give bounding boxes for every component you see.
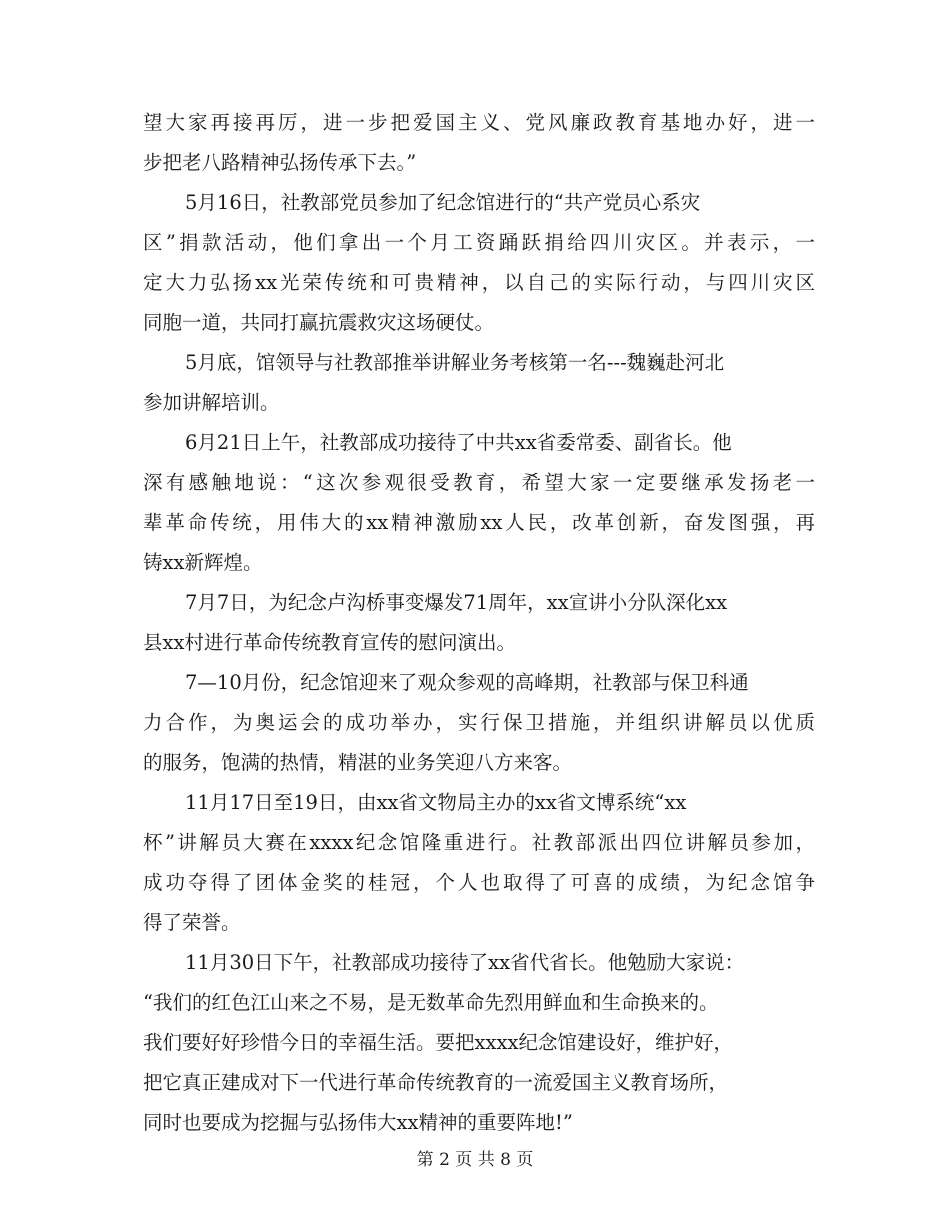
text-line: 把它真正建成对下一代进行革命传统教育的一流爱国主义教育场所， <box>143 1071 729 1094</box>
text-line: 深有感触地说：“这次参观很受教育，希望大家一定要继承发扬老一 <box>143 471 815 494</box>
text-line: “我们的红色江山来之不易，是无数革命先烈用鲜血和生命换来的。 <box>143 991 719 1014</box>
page-footer: 第 2 页 共 8 页 <box>416 1150 534 1170</box>
text-line: 定大力弘扬xx光荣传统和可贵精神，以自己的实际行动，与四川灾区 <box>143 271 815 294</box>
text-line: 县xx村进行革命传统教育宣传的慰问演出。 <box>143 631 516 654</box>
body-text <box>143 103 815 1143</box>
text-line: 参加讲解培训。 <box>143 391 280 414</box>
text-line: 力合作，为奥运会的成功举办，实行保卫措施，并组织讲解员以优质 <box>143 711 815 734</box>
text-line: 同时也要成为挖掘与弘扬伟大xx精神的重要阵地!” <box>143 1111 573 1134</box>
text-line: 成功夺得了团体金奖的桂冠，个人也取得了可喜的成绩，为纪念馆争 <box>143 871 815 894</box>
text-line: 步把老八路精神弘扬传承下去。” <box>143 151 417 174</box>
text-line: 杯”讲解员大赛在xxxx纪念馆隆重进行。社教部派出四位讲解员参加， <box>143 831 815 854</box>
text-line: 的服务，饱满的热情，精湛的业务笑迎八方来客。 <box>143 751 573 774</box>
paragraph-first-line: 5月16日，社教部党员参加了纪念馆进行的“共产党员心系灾 <box>185 191 701 214</box>
text-line: 望大家再接再厉，进一步把爱国主义、党风廉政教育基地办好，进一 <box>143 111 815 134</box>
text-line: 同胞一道，共同打赢抗震救灾这场硬仗。 <box>143 311 495 334</box>
paragraph-first-line: 11月30日下午，社教部成功接待了xx省代省长。他勉励大家说： <box>185 951 745 974</box>
text-line: 辈革命传统，用伟大的xx精神激励xx人民，改革创新，奋发图强，再 <box>143 511 815 534</box>
paragraph-first-line: 7—10月份，纪念馆迎来了观众参观的高峰期，社教部与保卫科通 <box>185 671 749 694</box>
paragraph-first-line: 11月17日至19日，由xx省文物局主办的xx省文博系统“xx <box>185 791 687 814</box>
text-line: 我们要好好珍惜今日的幸福生活。要把xxxx纪念馆建设好，维护好， <box>143 1031 733 1054</box>
paragraph-first-line: 7月7日，为纪念卢沟桥事变爆发71周年，xx宣讲小分队深化xx <box>185 591 728 614</box>
text-line: 铸xx新辉煌。 <box>143 551 263 574</box>
paragraph-first-line: 5月底，馆领导与社教部推举讲解业务考核第一名---魏巍赴河北 <box>185 351 725 374</box>
text-line: 得了荣誉。 <box>143 911 241 934</box>
paragraph-first-line: 6月21日上午，社教部成功接待了中共xx省委常委、副省长。他 <box>185 431 732 454</box>
text-line: 区”捐款活动，他们拿出一个月工资踊跃捐给四川灾区。并表示，一 <box>143 231 815 254</box>
